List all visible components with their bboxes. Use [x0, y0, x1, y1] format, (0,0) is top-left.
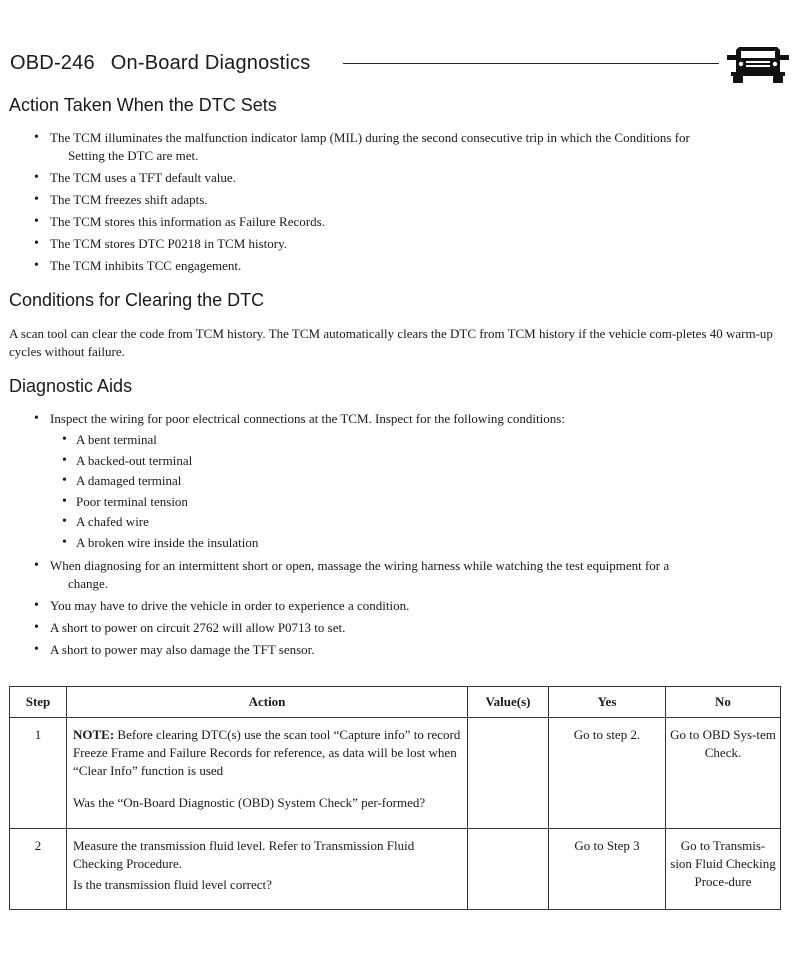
diagnostic-steps-table [9, 686, 781, 910]
sub-list-item: • A bent terminal [76, 431, 476, 449]
sub-list-item: • Poor terminal tension [76, 493, 476, 511]
sub-list-item: • A broken wire inside the insulation [76, 534, 476, 552]
page-header [10, 46, 790, 86]
step-action [67, 829, 468, 910]
sub-list-item: • A damaged terminal [76, 472, 476, 490]
wiring-conditions-list [76, 431, 476, 555]
sub-list-item: • A chafed wire [76, 513, 476, 531]
page-title [10, 52, 310, 75]
table-header-row [10, 687, 781, 718]
step-number: 2 [10, 829, 67, 910]
list-item: • A short to power may also damage the TFT sensor. [50, 641, 780, 659]
list-item: • The TCM inhibits TCC engagement. [50, 257, 780, 275]
header-no: No [666, 687, 781, 718]
action-taken-heading: Action Taken When the DTC Sets [9, 95, 277, 115]
step-question: Was the “On-Board Diagnostic (OBD) System Check” per-formed? [73, 795, 426, 810]
list-item: • A short to power on circuit 2762 will allow P0713 to set. [50, 619, 780, 637]
step-number: 1 [10, 718, 67, 829]
step-value [468, 718, 549, 829]
list-item-continuation: change. [68, 576, 109, 591]
list-item: • The TCM illuminates the malfunction indicator lamp (MIL) during the second consecutive trip in which the Conditions for Setting the DTC are met. [50, 129, 780, 165]
sub-list-item: • A backed-out terminal [76, 452, 476, 470]
note-text: Before clearing DTC(s) use the scan tool “Capture info” to record Freeze Frame and Failure Records for reference, as data will be lost when “Clear Info” function is used [73, 727, 461, 778]
step-yes: Go to Step 3 [549, 829, 666, 910]
header-step: Step [10, 687, 67, 718]
diagnostic-aids-heading: Diagnostic Aids [9, 376, 133, 396]
truck-icon [727, 46, 789, 84]
list-item: • Inspect the wiring for poor electrical connections at the TCM. Inspect for the following conditions: [50, 410, 780, 428]
step-yes: Go to step 2. [549, 718, 666, 829]
step-instruction: Measure the transmission fluid level. Refer to Transmission Fluid Checking Procedure. [73, 838, 415, 871]
header-action: Action [67, 687, 468, 718]
list-item: • The TCM stores DTC P0218 in TCM history. [50, 235, 780, 253]
step-value [468, 829, 549, 910]
list-item: • The TCM stores this information as Failure Records. [50, 213, 780, 231]
header-rule [343, 63, 719, 64]
clearing-paragraph: A scan tool can clear the code from TCM history. The TCM automatically clears the DTC from TCM history if the vehicle com-pletes 40 warm-up cycles without failure. [9, 326, 773, 359]
step-no: Go to Transmis-sion Fluid Checking Proce-dure [666, 829, 781, 910]
diagnostic-aids-list [50, 410, 780, 432]
step-action [67, 718, 468, 829]
header-yes: Yes [549, 687, 666, 718]
list-item: • You may have to drive the vehicle in order to experience a condition. [50, 597, 780, 615]
step-no: Go to OBD Sys-tem Check. [666, 718, 781, 829]
list-item: • When diagnosing for an intermittent short or open, massage the wiring harness while watching the test equipment for a change. [50, 557, 780, 593]
step-question: Is the transmission fluid level correct? [73, 877, 272, 892]
table-row [10, 829, 781, 910]
diagnostic-aids-list-continued [50, 557, 780, 663]
list-item-continuation: Setting the DTC are met. [68, 148, 199, 163]
table-row [10, 718, 781, 829]
header-values: Value(s) [468, 687, 549, 718]
list-item: • The TCM uses a TFT default value. [50, 169, 780, 187]
note-label: NOTE: [73, 727, 115, 742]
list-item: • The TCM freezes shift adapts. [50, 191, 780, 209]
step-note [73, 726, 461, 780]
action-taken-list [50, 129, 780, 279]
page-title-text: On-Board Diagnostics [110, 52, 311, 74]
page-code: OBD-246 [10, 52, 95, 74]
clearing-heading: Conditions for Clearing the DTC [9, 290, 265, 310]
